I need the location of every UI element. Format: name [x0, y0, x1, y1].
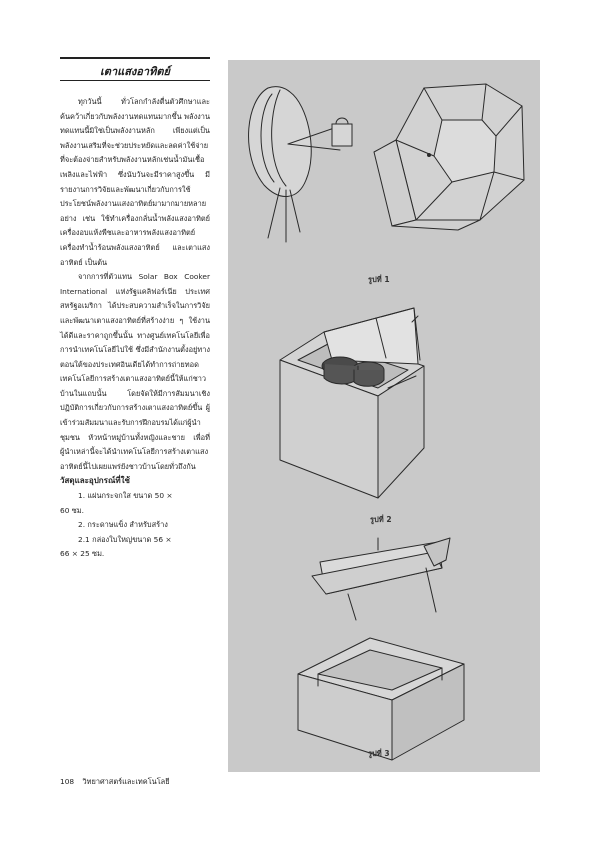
article-title: เตาแสงอาทิตย์	[100, 65, 170, 78]
figure-drawings	[228, 60, 540, 772]
page-footer	[60, 776, 260, 788]
materials-subitem: 2.1 กล่องใบใหญ่ขนาด 56 ×	[78, 534, 172, 544]
figure-2-label: รูปที่ 2	[370, 515, 392, 524]
materials-subitem-continued: 66 × 25 ซม.	[60, 549, 105, 559]
figure-panel	[228, 60, 540, 772]
figure-1-label: รูปที่ 1	[368, 275, 390, 284]
materials-item-continued: 60 ซม.	[60, 505, 84, 515]
title-top-rule	[60, 57, 210, 59]
paragraph-sbci: จากการที่ตัวแทน Solar Box Cooker International แห่งรัฐแคลิฟอร์เนีย ประเทศสหรัฐอเมริกา ได้ประสบความสำเร็จในการวิจัยและพัฒนาเตาแสงอาทิตย์ที่สร้างง่าย ๆ ใช้งานได้ดีและราคาถูกขึ้นนั้น ทางศูนย์เทคโนโลยีเพื่อการนำเทคโนโลยีไปใช้ ซึ่งมีสำนักงานตั้งอยู่ทางตอนใต้ของประเทศอินเดียได้ทำการถ่ายทอดเทคโนโลยีการสร้างเตาแสงอาทิตย์นี้ให้แก่ชาวบ้านในแถบนั้น โดยจัดให้มีการสัมมนาเชิงปฏิบัติการเกี่ยวกับการสร้างเตาแสงอาทิตย์ขึ้น ผู้เข้าร่วมสัมมนาและรับการฝึกอบรมได้แก่ผู้นำชุมชน หัวหน้าหมู่บ้านทั้งหญิงและชาย เพื่อที่ผู้นำเหล่านี้จะได้นำเทคโนโลยีการสร้างเตาแสงอาทิตย์นี้ไปเผยแพร่ยังชาวบ้านโดยทั่วถึงกัน	[60, 272, 210, 471]
parabolic-dish-drawing	[249, 87, 352, 242]
materials-item: 2. กระดาษแข็ง สำหรับสร้าง	[78, 520, 168, 530]
figure-3-label: รูปที่ 3	[368, 749, 390, 758]
journal-name: วิทยาศาสตร์และเทคโนโลยี	[82, 777, 170, 786]
exploded-assembly-drawing	[298, 538, 464, 760]
reflector-box-drawing	[374, 84, 524, 230]
title-bottom-rule	[60, 80, 210, 81]
article-body	[60, 95, 210, 562]
materials-heading: วัสดุและอุปกรณ์ที่ใช้	[60, 476, 130, 486]
page-number: 108	[60, 777, 75, 786]
solar-box-cooker-drawing	[280, 308, 424, 498]
article-title-block	[60, 57, 210, 83]
materials-item: 1. แผ่นกระจกใส ขนาด 50 ×	[78, 491, 173, 501]
paragraph-intro: ทุกวันนี้ ทั่วโลกกำลังตื่นตัวศึกษาและค้นคว้าเกี่ยวกับพลังงานทดแทนมากขึ้น พลังงานทดแทนนี้มิใช่เป็นพลังงานหลัก เพียงแต่เป็นพลังงานเสริมที่จะช่วยประหยัดและลดค่าใช้จ่ายที่จะต้องจ่ายสำหรับพลังงานหลักเช่นน้ำมันเชื้อเพลิงและไฟฟ้า ซึ่งนับวันจะมีราคาสูงขึ้น มีรายงานการวิจัยและพัฒนาเกี่ยวกับการใช้ประโยชน์พลังงานแสงอาทิตย์มามากมายหลายอย่าง เช่น ใช้ทำเครื่องกลั่นน้ำพลังแสงอาทิตย์ เครื่องอบแห้งพืชและอาหารพลังแสงอาทิตย์ เครื่องทำน้ำร้อนพลังแสงอาทิตย์ และเตาแสงอาทิตย์ เป็นต้น	[60, 97, 210, 267]
